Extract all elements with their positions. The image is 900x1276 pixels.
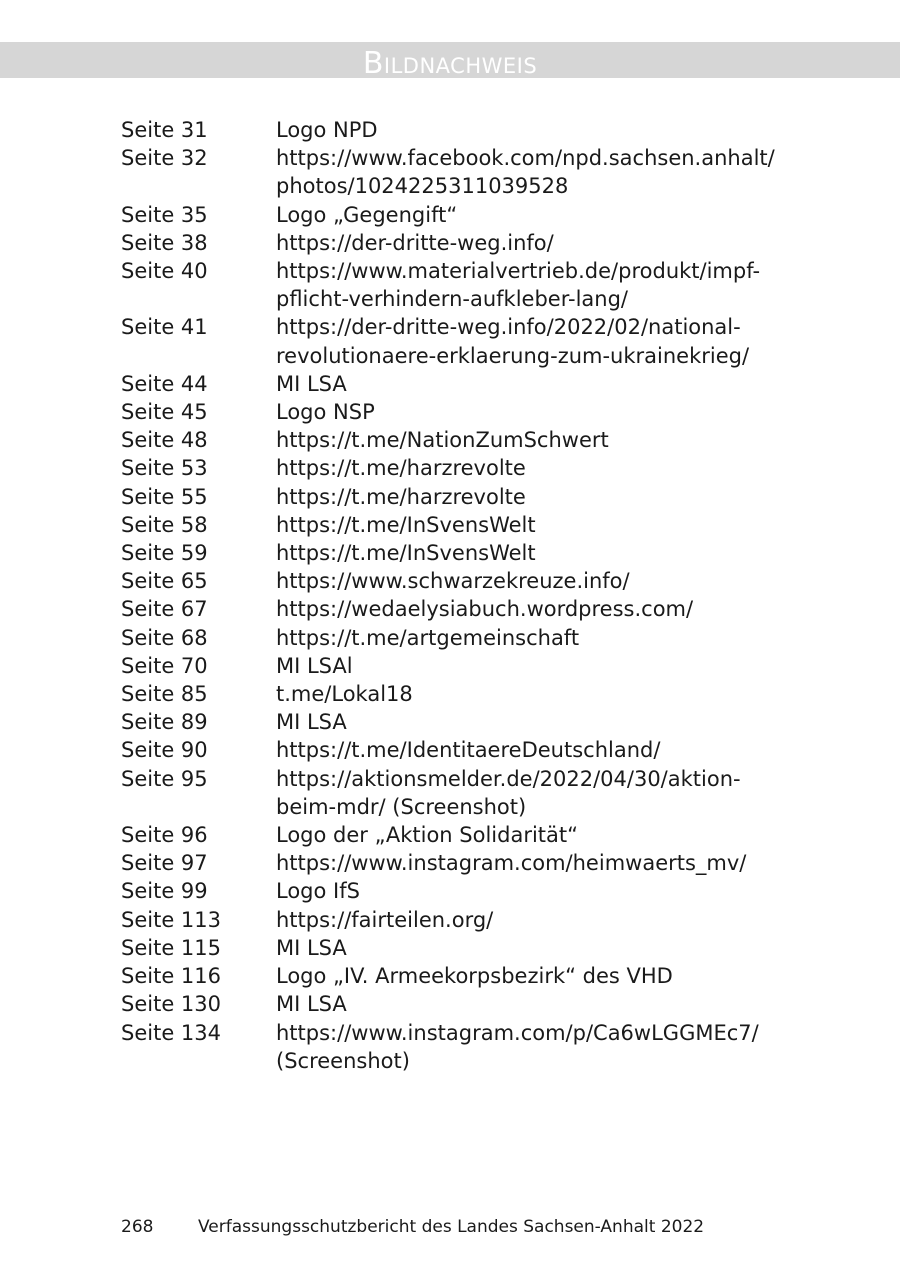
- credit-source: [276, 539, 811, 567]
- credit-page: Seite 116: [121, 964, 221, 989]
- credit-source: [276, 736, 811, 764]
- credit-page: Seite 115: [121, 935, 221, 960]
- credit-source: [276, 990, 811, 1018]
- credit-source-line: https://der-dritte-weg.info/: [276, 230, 554, 255]
- page-footer: [121, 1214, 704, 1240]
- credit-row: [121, 426, 811, 454]
- credit-source: [276, 313, 811, 369]
- credit-source: [276, 567, 811, 595]
- credit-source-line: https://wedaelysiabuch.wordpress.com/: [276, 597, 694, 622]
- credit-row: [121, 511, 811, 539]
- credit-row: [121, 483, 811, 511]
- credit-row: [121, 454, 811, 482]
- credit-row: [121, 595, 811, 623]
- credit-source-line: pflicht-verhindern-aufkleber-lang/: [276, 287, 628, 312]
- credit-row: [121, 1019, 811, 1075]
- credit-source: [276, 877, 811, 905]
- credit-source: [276, 229, 811, 257]
- credit-source: [276, 821, 811, 849]
- credit-page: Seite 97: [121, 851, 208, 876]
- credit-row: [121, 680, 811, 708]
- credit-source-line: https://t.me/artgemeinschaft: [276, 625, 580, 650]
- credit-source-line: photos/1024225311039528: [276, 174, 569, 199]
- credit-source-line: Logo „IV. Armeekorpsbezirk“ des VHD: [276, 964, 673, 989]
- credit-source-line: https://www.instagram.com/heimwaerts_mv/: [276, 851, 747, 876]
- credit-source-line: https://www.schwarzekreuze.info/: [276, 569, 630, 594]
- credit-source-line: https://t.me/InSvensWelt: [276, 512, 536, 537]
- credit-row: [121, 821, 811, 849]
- credit-row: [121, 849, 811, 877]
- credit-page: Seite 130: [121, 992, 221, 1017]
- credit-page: Seite 67: [121, 597, 208, 622]
- credit-page: Seite 89: [121, 710, 208, 735]
- credit-source: [276, 370, 811, 398]
- credit-source: [276, 849, 811, 877]
- credit-row: [121, 624, 811, 652]
- credit-page: Seite 85: [121, 682, 208, 707]
- credit-page: Seite 38: [121, 230, 208, 255]
- credit-source: [276, 144, 811, 200]
- header-band: [0, 42, 900, 78]
- credit-row: [121, 652, 811, 680]
- credit-source: [276, 906, 811, 934]
- credit-source-line: https://fairteilen.org/: [276, 907, 494, 932]
- credit-row: [121, 116, 811, 144]
- credit-source-line: https://der-dritte-weg.info/2022/02/national-: [276, 315, 741, 340]
- credit-page: Seite 55: [121, 484, 208, 509]
- credit-page: Seite 32: [121, 146, 208, 171]
- credit-page: Seite 95: [121, 766, 208, 791]
- credit-page: Seite 53: [121, 456, 208, 481]
- credit-row: [121, 708, 811, 736]
- credit-source: [276, 257, 811, 313]
- credit-source-line: MI LSA: [276, 710, 347, 735]
- credit-page: Seite 90: [121, 738, 208, 763]
- credit-source: [276, 201, 811, 229]
- credit-source-line: Logo „Gegengift“: [276, 202, 458, 227]
- credit-row: [121, 370, 811, 398]
- credit-source: [276, 934, 811, 962]
- credit-source-line: https://www.facebook.com/npd.sachsen.anhalt/: [276, 146, 775, 171]
- credit-source-line: https://www.materialvertrieb.de/produkt/impf-: [276, 259, 761, 284]
- credit-source-line: beim-mdr/ (Screenshot): [276, 794, 527, 819]
- credit-row: [121, 906, 811, 934]
- credit-page: Seite 40: [121, 259, 208, 284]
- credit-row: [121, 539, 811, 567]
- credit-row: [121, 934, 811, 962]
- credit-source-line: MI LSA: [276, 371, 347, 396]
- credit-page: Seite 65: [121, 569, 208, 594]
- credit-page: Seite 70: [121, 653, 208, 678]
- credit-page: Seite 31: [121, 118, 208, 142]
- credit-source: [276, 116, 811, 144]
- credit-source-line: MI LSAl: [276, 653, 353, 678]
- image-credits-list: [121, 116, 811, 1075]
- credit-page: Seite 44: [121, 371, 208, 396]
- credit-source-line: Logo IfS: [276, 879, 360, 904]
- credit-page: Seite 35: [121, 202, 208, 227]
- credit-page: Seite 134: [121, 1020, 221, 1045]
- credit-row: [121, 313, 811, 369]
- credit-page: Seite 45: [121, 400, 208, 425]
- credit-page: Seite 68: [121, 625, 208, 650]
- credit-source: [276, 426, 811, 454]
- credit-row: [121, 765, 811, 821]
- credit-source-line: MI LSA: [276, 935, 347, 960]
- credit-row: [121, 201, 811, 229]
- publication-title: Verfassungsschutzbericht des Landes Sachsen-Anhalt 2022: [198, 1217, 705, 1237]
- page-title: Bildnachweis: [362, 46, 538, 78]
- credit-page: Seite 59: [121, 541, 208, 566]
- credit-page: Seite 99: [121, 879, 208, 904]
- credit-source-line: Logo NSP: [276, 400, 375, 425]
- credit-source-line: https://aktionsmelder.de/2022/04/30/aktion-: [276, 766, 741, 791]
- credit-source-line: t.me/Lokal18: [276, 682, 413, 707]
- credit-page: Seite 113: [121, 907, 221, 932]
- credit-page: Seite 48: [121, 428, 208, 453]
- credit-page: Seite 58: [121, 512, 208, 537]
- credit-source: [276, 398, 811, 426]
- credit-source: [276, 962, 811, 990]
- credit-source-line: https://t.me/harzrevolte: [276, 456, 526, 481]
- credit-row: [121, 990, 811, 1018]
- credit-source: [276, 595, 811, 623]
- credit-source-line: Logo NPD: [276, 118, 378, 142]
- credit-source-line: https://t.me/harzrevolte: [276, 484, 526, 509]
- credit-source-line: https://www.instagram.com/p/Ca6wLGGMEc7/: [276, 1020, 759, 1045]
- credit-source-line: https://t.me/IdentitaereDeutschland/: [276, 738, 661, 763]
- credit-page: Seite 41: [121, 315, 208, 340]
- credit-source: [276, 765, 811, 821]
- credit-row: [121, 567, 811, 595]
- credit-row: [121, 257, 811, 313]
- credit-page: Seite 96: [121, 823, 208, 848]
- credit-source: [276, 680, 811, 708]
- credit-source: [276, 624, 811, 652]
- credit-row: [121, 736, 811, 764]
- credit-source-line: MI LSA: [276, 992, 347, 1017]
- credit-source: [276, 1019, 811, 1075]
- credit-source-line: (Screenshot): [276, 1048, 410, 1073]
- page-number: 268: [121, 1217, 154, 1237]
- credit-row: [121, 229, 811, 257]
- credit-source: [276, 454, 811, 482]
- credit-source: [276, 511, 811, 539]
- credit-row: [121, 962, 811, 990]
- credit-row: [121, 877, 811, 905]
- credit-row: [121, 398, 811, 426]
- credit-source-line: Logo der „Aktion Solidarität“: [276, 823, 579, 848]
- credit-source-line: https://t.me/InSvensWelt: [276, 541, 536, 566]
- credit-source: [276, 708, 811, 736]
- credit-row: [121, 144, 811, 200]
- credit-source-line: revolutionaere-erklaerung-zum-ukrainekrieg/: [276, 343, 750, 368]
- credit-source: [276, 483, 811, 511]
- credit-source-line: https://t.me/NationZumSchwert: [276, 428, 609, 453]
- credit-source: [276, 652, 811, 680]
